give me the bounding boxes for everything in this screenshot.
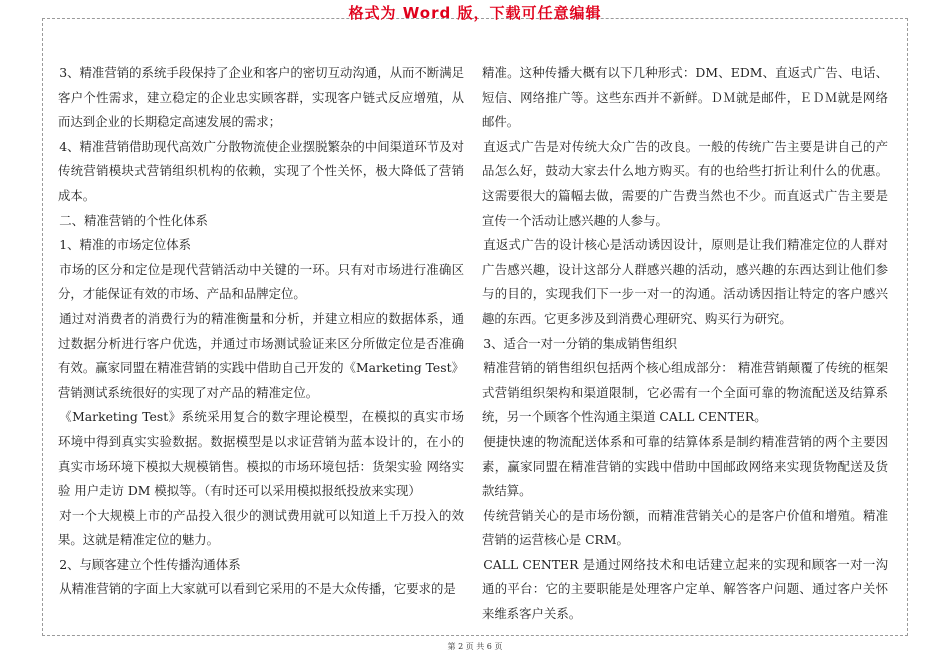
paragraph: 从精准营销的字面上大家就可以看到它采用的不是大众传播，它要求的是	[59, 581, 456, 597]
paragraph: 3、精准营销的系统手段保持了企业和客户的密切互动沟通，从而不断满足客户个性需求，建立稳定的企业忠实顾客群，实现客户链式反应增殖，从而达到企业的长期稳定高速发展的需求；	[58, 65, 464, 130]
paragraph: 4、精准营销借助现代高效广分散物流使企业摆脱繁杂的中间渠道环节及对传统营销模块式营销组织机构的依赖，实现了个性关怀，极大降低了营销成本。	[58, 138, 464, 203]
page-number: 第 2 页 共 6 页	[447, 642, 503, 651]
subsection-heading: 2、与顾客建立个性传播沟通体系	[59, 556, 241, 572]
subsection-heading: 3、适合一对一分销的集成销售组织	[483, 335, 677, 351]
right-column	[482, 61, 888, 627]
section-heading: 二、精准营销的个性化体系	[59, 212, 208, 228]
paragraph: 精准。这种传播大概有以下几种形式：DM、EDM、直返式广告、电话、短信、网络推广等。这些东西并不新鲜。ＤＭ就是邮件，ＥＤＭ就是网络邮件。	[482, 65, 888, 130]
paragraph: 市场的区分和定位是现代营销活动中关键的一环。只有对市场进行准确区分，才能保证有效的市场、产品和品牌定位。	[58, 261, 464, 302]
paragraph: 《Marketing Test》系统采用复合的数字理论模型，在模拟的真实市场环境中得到真实实验数据。数据模型是以求证营销为蓝本设计的，在小的真实市场环境下模拟大规模销售。模拟的市场环境包括：货架实验 网络实验 用户走访 DM 模拟等。（有时还可以采用模拟报纸投放来实现）	[58, 409, 464, 499]
paragraph: 直返式广告的设计核心是活动诱因设计，原则是让我们精准定位的人群对广告感兴趣，设计这部分人群感兴趣的活动，感兴趣的东西达到让他们参与的目的，实现我们下一步一对一的沟通。活动诱因指让特定的客户感兴趣的东西。它更多涉及到消费心理研究、购买行为研究。	[482, 237, 888, 326]
paragraph: 精准营销的销售组织包括两个核心组成部分： 精准营销颠覆了传统的框架式营销组织架构和渠道限制，它必需有一个全面可靠的物流配送及结算系统，另一个顾客个性沟通主渠道 CALL CENTER。	[482, 360, 888, 425]
paragraph: CALL CENTER 是通过网络技术和电话建立起来的实现和顾客一对一沟通的平台：它的主要职能是处理客户定单、解答客户问题、通过客户关怀来维系客户关系。	[482, 556, 888, 622]
paragraph: 对一个大规模上市的产品投入很少的测试费用就可以知道上千万投入的效果。这就是精准定位的魅力。	[58, 507, 464, 548]
paragraph: 便捷快速的物流配送体系和可靠的结算体系是制约精准营销的两个主要因素，赢家同盟在精准营销的实践中借助中国邮政网络来实现货物配送及货款结算。	[482, 433, 888, 499]
paragraph: 传统营销关心的是市场份额，而精准营销关心的是客户价值和增殖。精准营销的运营核心是 CRM。	[482, 507, 888, 548]
paragraph: 通过对消费者的消费行为的精准衡量和分析，并建立相应的数据体系，通过数据分析进行客户优选，并通过市场测试验证来区分所做定位是否准确有效。赢家同盟在精准营销的实践中借助自己开发的《Marketing Test》营销测试系统很好的实现了对产品的精准定位。	[58, 310, 464, 400]
left-column	[58, 61, 464, 602]
paragraph: 直返式广告是对传统大众广告的改良。一般的传统广告主要是讲自己的产品怎么好，鼓动大家去什么地方购买。有的也给些打折让利什么的优惠。这需要很大的篇幅去做，需要的广告费当然也不少。而直返式广告主要是宣传一个活动让感兴趣的人参与。	[482, 138, 888, 228]
format-banner: 格式为 Word 版，下载可任意编辑	[348, 4, 602, 22]
subsection-heading: 1、精准的市场定位体系	[59, 237, 192, 253]
